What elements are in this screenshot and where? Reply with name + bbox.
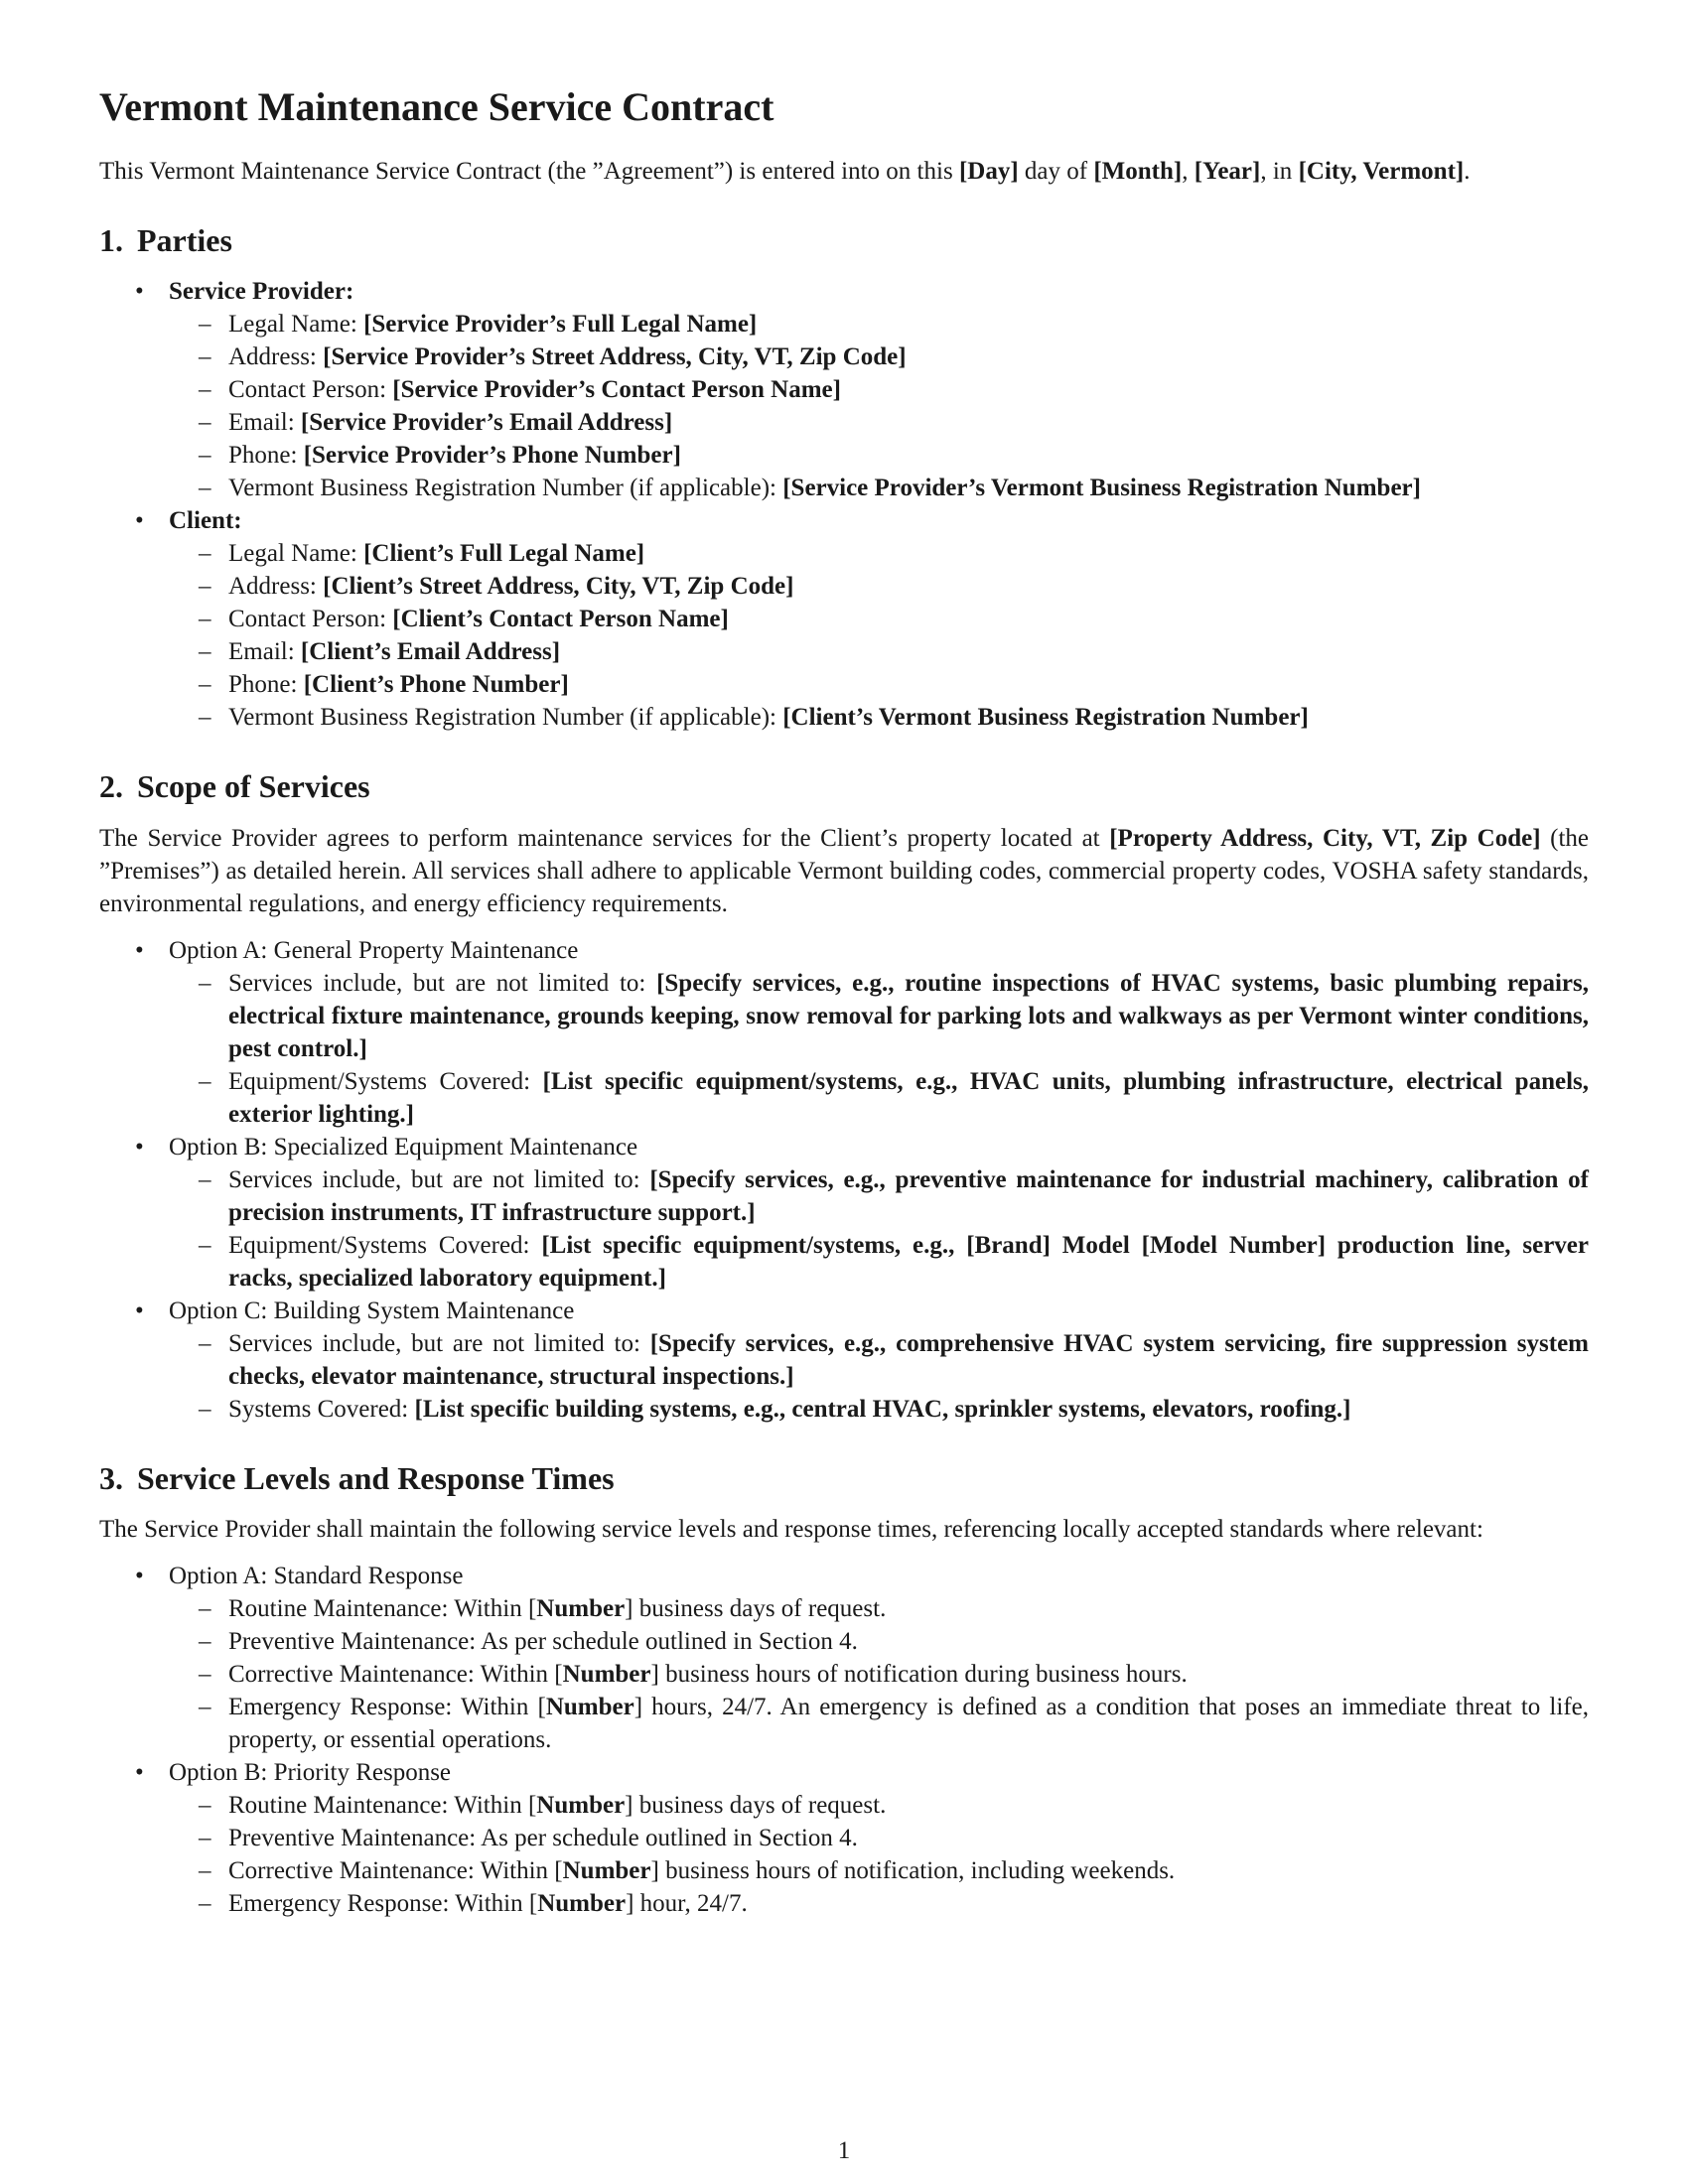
section-number: 1. (99, 222, 123, 258)
detail-value: [Client’s Email Address] (300, 638, 561, 666)
detail-label: Email: (228, 638, 301, 666)
detail-item (169, 570, 1589, 603)
detail-value: [Service Provider’s Full Legal Name] (363, 311, 758, 339)
dash-icon: – (199, 704, 211, 732)
scope-option (99, 934, 1589, 1131)
section-title: Parties (137, 222, 232, 258)
detail-item (169, 439, 1589, 472)
detail-item (169, 1393, 1589, 1426)
response-text: Corrective Maintenance: Within [ (228, 1857, 563, 1885)
dash-icon: – (199, 1661, 211, 1689)
response-text: Preventive Maintenance: As per schedule outlined in Section 4. (228, 1825, 858, 1852)
party-label: Service Provider: (169, 278, 354, 306)
dash-icon: – (199, 540, 211, 568)
bullet-icon: • (135, 1133, 144, 1160)
detail-label: Email: (228, 409, 301, 437)
response-time-item (169, 1691, 1589, 1756)
number-placeholder: Number (536, 1792, 626, 1820)
bullet-icon: • (135, 1297, 144, 1324)
detail-label: Phone: (228, 442, 304, 470)
detail-label: Legal Name: (228, 540, 364, 568)
option-details (169, 1789, 1589, 1920)
scope-paragraph (99, 822, 1589, 920)
option-label: Option A: General Property Maintenance (169, 936, 579, 964)
dash-icon: – (199, 573, 211, 601)
detail-item (169, 967, 1589, 1065)
dash-icon: – (199, 1395, 211, 1423)
response-text: ] hour, 24/7. (626, 1890, 748, 1918)
detail-item (169, 537, 1589, 570)
response-time-item (169, 1592, 1589, 1625)
bullet-icon: • (135, 936, 144, 964)
document-body (99, 83, 1589, 1920)
day-placeholder: [Day] (958, 158, 1019, 185)
dash-icon: – (199, 638, 211, 666)
number-placeholder: Number (562, 1857, 651, 1885)
response-text: ] business hours of notification, including weekends. (650, 1857, 1176, 1885)
dash-icon: – (199, 1628, 211, 1656)
detail-value: [List specific equipment/systems, e.g., HVAC units, plumbing infrastructure, electrical panels, exterior lighting.] (228, 1067, 1590, 1128)
response-time-item (169, 1789, 1589, 1822)
number-placeholder: Number (537, 1890, 627, 1918)
option-details (169, 1163, 1589, 1295)
option-label: Option A: Standard Response (169, 1563, 464, 1590)
dash-icon: – (199, 969, 211, 997)
option-details (169, 967, 1589, 1131)
dash-icon: – (199, 606, 211, 633)
detail-label: Address: (228, 573, 324, 601)
detail-item (169, 472, 1589, 504)
intro-text: , in (1260, 158, 1299, 185)
dash-icon: – (199, 343, 211, 371)
dash-icon: – (199, 1595, 211, 1623)
detail-label: Equipment/Systems Covered: (228, 1231, 542, 1259)
party-service-provider (99, 275, 1589, 504)
section-heading-parties (99, 221, 1589, 259)
detail-item (169, 373, 1589, 406)
property-address-placeholder: [Property Address, City, VT, Zip Code] (1109, 824, 1541, 852)
section-heading-service-levels (99, 1459, 1589, 1497)
section-title: Scope of Services (137, 768, 370, 805)
service-level-option (99, 1560, 1589, 1756)
option-details (169, 1327, 1589, 1426)
detail-label: Legal Name: (228, 311, 364, 339)
response-text: Emergency Response: Within [ (228, 1694, 546, 1721)
intro-paragraph (99, 155, 1589, 188)
dash-icon: – (199, 1231, 211, 1259)
month-placeholder: [Month] (1093, 158, 1183, 185)
detail-item (169, 701, 1589, 734)
response-text: Routine Maintenance: Within [ (228, 1792, 537, 1820)
dash-icon: – (199, 409, 211, 437)
response-time-item (169, 1625, 1589, 1658)
dash-icon: – (199, 1694, 211, 1721)
detail-item (169, 1065, 1589, 1131)
response-text: Emergency Response: Within [ (228, 1890, 538, 1918)
intro-text: , (1182, 158, 1195, 185)
parties-list (99, 275, 1589, 734)
detail-label: Vermont Business Registration Number (if applicable): (228, 475, 783, 502)
dash-icon: – (199, 1890, 211, 1918)
detail-value: [Service Provider’s Email Address] (300, 409, 673, 437)
dash-icon: – (199, 671, 211, 699)
detail-label: Address: (228, 343, 324, 371)
document-title: Vermont Maintenance Service Contract (99, 84, 774, 129)
detail-value: [Specify services, e.g., preventive maintenance for industrial machinery, calibration of precision instruments, IT infrastructure support.] (228, 1165, 1589, 1226)
dash-icon: – (199, 1067, 211, 1095)
dash-icon: – (199, 1329, 211, 1357)
dash-icon: – (199, 1857, 211, 1885)
bullet-icon: • (135, 278, 144, 306)
city-placeholder: [City, Vermont] (1298, 158, 1465, 185)
dash-icon: – (199, 311, 211, 339)
dash-icon: – (199, 475, 211, 502)
detail-item (169, 406, 1589, 439)
section-heading-scope (99, 767, 1589, 805)
detail-value: [List specific building systems, e.g., central HVAC, sprinkler systems, elevators, roofing.] (414, 1395, 1351, 1423)
dash-icon: – (199, 442, 211, 470)
dash-icon: – (199, 376, 211, 404)
option-details (169, 1592, 1589, 1756)
detail-value: [Service Provider’s Contact Person Name] (392, 376, 841, 404)
detail-label: Contact Person: (228, 376, 393, 404)
detail-label: Systems Covered: (228, 1395, 415, 1423)
detail-value: [Specify services, e.g., routine inspections of HVAC systems, basic plumbing repairs, electrical fixture maintenance, grounds keeping, snow removal for parking lots and walkways as per Vermont winter conditions, pest control.] (228, 969, 1590, 1062)
detail-value: [Service Provider’s Phone Number] (303, 442, 681, 470)
detail-item (169, 1229, 1589, 1295)
detail-label: Services include, but are not limited to: (228, 1329, 650, 1357)
detail-item (169, 635, 1589, 668)
bullet-icon: • (135, 1759, 144, 1787)
intro-text: This Vermont Maintenance Service Contract (the ”Agreement”) is entered into on this (99, 158, 959, 185)
detail-value: [Client’s Street Address, City, VT, Zip Code] (323, 573, 794, 601)
dash-icon: – (199, 1792, 211, 1820)
provider-details (169, 308, 1589, 504)
response-time-item (169, 1854, 1589, 1887)
section-number: 2. (99, 768, 123, 805)
response-text: Preventive Maintenance: As per schedule outlined in Section 4. (228, 1628, 858, 1656)
detail-value: [Client’s Contact Person Name] (392, 606, 729, 633)
response-text: ] business days of request. (625, 1792, 887, 1820)
response-time-item (169, 1887, 1589, 1920)
intro-text: . (1464, 158, 1471, 185)
response-text: Corrective Maintenance: Within [ (228, 1661, 563, 1689)
section-title: Service Levels and Response Times (137, 1459, 615, 1496)
dash-icon: – (199, 1825, 211, 1852)
bullet-icon: • (135, 507, 144, 535)
detail-value: [Client’s Vermont Business Registration Number] (782, 704, 1309, 732)
response-time-item (169, 1822, 1589, 1854)
intro-text: day of (1018, 158, 1094, 185)
detail-item (169, 1327, 1589, 1393)
number-placeholder: Number (536, 1595, 626, 1623)
detail-value: [Specify services, e.g., comprehensive HVAC system servicing, fire suppression system checks, elevator maintenance, structural inspections.] (228, 1329, 1589, 1390)
response-text: Routine Maintenance: Within [ (228, 1595, 537, 1623)
response-text: ] hours, 24/7. An emergency is defined as a condition that poses an immediate threat to life, property, or essential operations. (228, 1694, 1589, 1754)
service-levels-paragraph: The Service Provider shall maintain the following service levels and response times, referencing locally accepted standards where relevant: (99, 1516, 1483, 1544)
scope-option (99, 1295, 1589, 1426)
bullet-icon: • (135, 1563, 144, 1590)
scope-text: (the ”Premises”) as detailed herein. All services shall adhere to applicable Vermont building codes, commercial property codes, VOSHA safety standards, environmental regulations, and energy efficiency requirements. (99, 824, 1589, 917)
scope-text: The Service Provider agrees to perform maintenance services for the Client’s property located at (99, 824, 1110, 852)
service-level-options-list (99, 1560, 1589, 1920)
party-label: Client: (169, 507, 242, 535)
party-client (99, 504, 1589, 734)
detail-value: [Client’s Full Legal Name] (363, 540, 645, 568)
detail-label: Contact Person: (228, 606, 393, 633)
detail-value: [Client’s Phone Number] (303, 671, 569, 699)
detail-item (169, 308, 1589, 341)
detail-item (169, 603, 1589, 635)
response-text: ] business hours of notification during business hours. (650, 1661, 1188, 1689)
section-number: 3. (99, 1459, 123, 1496)
number-placeholder: Number (562, 1661, 651, 1689)
scope-option (99, 1131, 1589, 1295)
service-level-option (99, 1756, 1589, 1920)
detail-label: Vermont Business Registration Number (if applicable): (228, 704, 783, 732)
detail-label: Services include, but are not limited to: (228, 969, 657, 997)
detail-label: Services include, but are not limited to: (228, 1165, 650, 1193)
detail-value: [Service Provider’s Street Address, City, VT, Zip Code] (323, 343, 907, 371)
response-time-item (169, 1658, 1589, 1691)
dash-icon: – (199, 1165, 211, 1193)
detail-label: Phone: (228, 671, 304, 699)
detail-item (169, 1163, 1589, 1229)
detail-value: [Service Provider’s Vermont Business Registration Number] (782, 475, 1421, 502)
detail-item (169, 341, 1589, 373)
option-label: Option C: Building System Maintenance (169, 1297, 575, 1324)
number-placeholder: Number (545, 1694, 634, 1721)
detail-item (169, 668, 1589, 701)
page-number: 1 (837, 2137, 851, 2164)
scope-options-list (99, 934, 1589, 1426)
detail-value: [List specific equipment/systems, e.g., [Brand] Model [Model Number] production line, server racks, specialized laboratory equipment.] (228, 1231, 1589, 1292)
option-label: Option B: Specialized Equipment Maintenance (169, 1133, 638, 1160)
detail-label: Equipment/Systems Covered: (228, 1067, 543, 1095)
client-details (169, 537, 1589, 734)
year-placeholder: [Year] (1194, 158, 1261, 185)
response-text: ] business days of request. (625, 1595, 887, 1623)
option-label: Option B: Priority Response (169, 1759, 452, 1787)
